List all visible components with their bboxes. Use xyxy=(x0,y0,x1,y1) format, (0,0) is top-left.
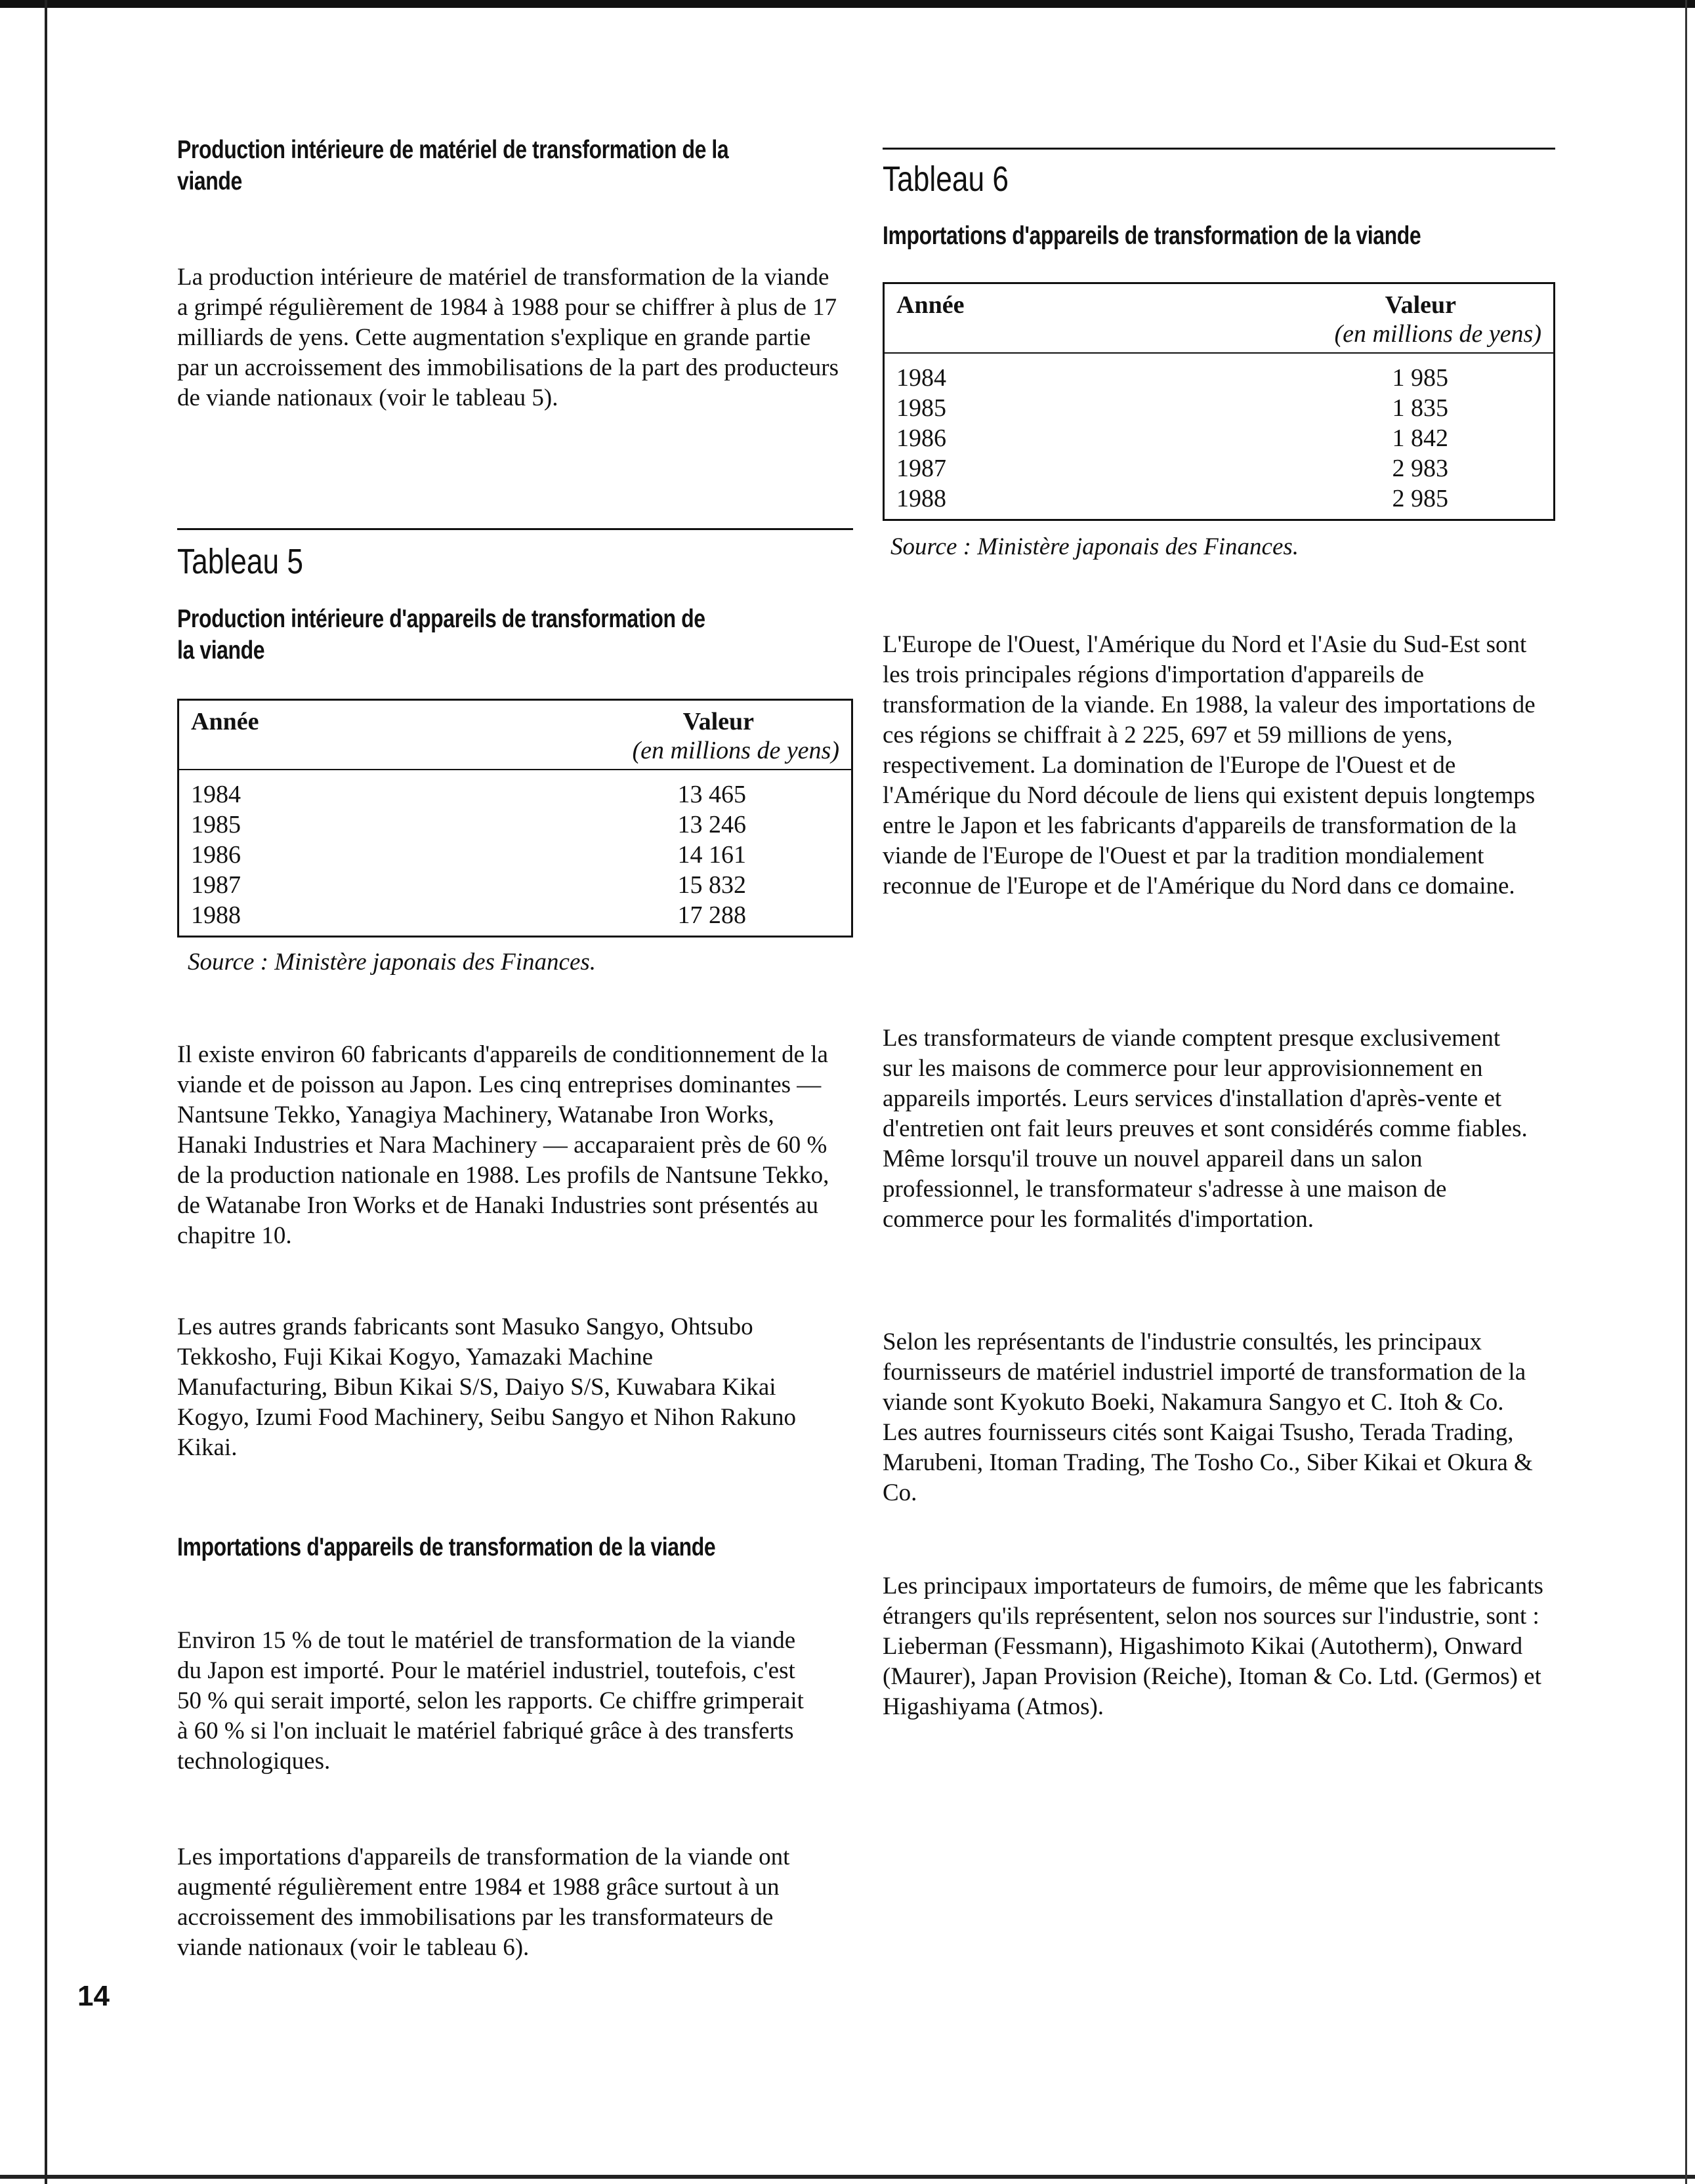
value-cell: 13 465 xyxy=(677,781,746,808)
table-row xyxy=(178,770,852,810)
paragraph-smokehouse-importers: Les principaux importateurs de fumoirs, de même que les fabricants étrangers qu'ils représentent, selon nos sources sur l'industrie, sont : Lieberman (Fessmann), Higashimoto Kikai (Autotherm), Onward (Maurer), Japan Provision (Reiche), Itoman & Co. Ltd. (Germos) et Higashiyama (Atmos). xyxy=(883,1573,1543,1720)
table-row xyxy=(178,900,852,937)
section-heading-imports: Importations d'appareils de transformation de la viande xyxy=(177,1533,716,1561)
year-cell: 1987 xyxy=(896,455,946,482)
table-row xyxy=(884,453,1555,484)
table6-col-value xyxy=(1075,283,1554,354)
value-cell: 1 835 xyxy=(1392,394,1448,422)
table-row xyxy=(884,393,1555,423)
table6-label: Tableau 6 xyxy=(883,159,1009,199)
scan-border-left xyxy=(45,0,47,2184)
year-cell: 1984 xyxy=(896,364,946,392)
table6-source: Source : Ministère japonais des Finances. xyxy=(890,533,1299,560)
paragraph-manufacturers: Il existe environ 60 fabricants d'appareils de conditionnement de la viande et de poisson au Japon. Les cinq entreprises dominantes — Nantsune Tekko, Yanagiya Machinery, Watanabe Iron Works, Hanaki Industries et Nara Machinery — accaparaient près de 60 % de la production nationale en 1988. Les profils de Nantsune Tekko, de Watanabe Iron Works et de Hanaki Industries sont présentés au chapitre 10. xyxy=(177,1041,829,1249)
page-number: 14 xyxy=(77,1980,110,2012)
scan-border-bottom xyxy=(0,2175,1695,2179)
year-cell: 1985 xyxy=(191,811,241,838)
table5-label: Tableau 5 xyxy=(177,542,304,581)
table5-wrapper xyxy=(177,699,853,937)
table-row xyxy=(178,870,852,900)
section-heading-production: Production intérieure de matériel de transformation de la viande xyxy=(177,136,729,196)
table5 xyxy=(177,699,853,937)
value-cell: 2 985 xyxy=(1392,485,1448,512)
year-cell: 1988 xyxy=(191,901,241,929)
table6-caption: Importations d'appareils de transformation de la viande xyxy=(883,222,1421,250)
year-cell: 1984 xyxy=(191,781,241,808)
table6-col-unit: (en millions de yens) xyxy=(1334,320,1541,348)
value-cell: 14 161 xyxy=(677,841,746,869)
year-cell: 1988 xyxy=(896,485,946,512)
paragraph-imports-share: Environ 15 % de tout le matériel de transformation de la viande du Japon est importé. Pour le matériel industriel, toutefois, c'est 50 % qui serait importé, selon les rapports. Ce chiffre grimperait à 60 % si l'on incluait le matériel fabriqué grâce à des transferts technologiques. xyxy=(177,1627,804,1775)
table6-col-value-label: Valeur xyxy=(1385,291,1456,319)
table6-wrapper xyxy=(883,282,1555,521)
year-cell: 1986 xyxy=(896,424,946,452)
value-cell: 1 985 xyxy=(1392,364,1448,392)
scan-border-right xyxy=(1685,0,1687,2184)
table-row xyxy=(884,353,1555,393)
paragraph-trading-houses: Les transformateurs de viande comptent presque exclusivement sur les maisons de commerce pour leur approvisionnement en appareils importés. Leurs services d'installation d'après-vente et d'entretien ont fait leurs preuves et sont considérés comme fiables. Même lorsqu'il trouve un nouvel appareil dans un salon professionnel, le transformateur s'adresse à une maison de commerce pour les formalités d'importation. xyxy=(883,1025,1528,1233)
table5-col-unit: (en millions de yens) xyxy=(632,737,839,764)
value-cell: 15 832 xyxy=(677,871,746,899)
table5-source: Source : Ministère japonais des Finances. xyxy=(188,949,596,976)
table5-caption: Production intérieure d'appareils de transformation de la viande xyxy=(177,605,705,665)
value-cell: 1 842 xyxy=(1392,424,1448,452)
table6-rule xyxy=(883,148,1555,150)
table-row xyxy=(884,423,1555,453)
value-cell: 17 288 xyxy=(677,901,746,929)
paragraph-imports-growth: Les importations d'appareils de transformation de la viande ont augmenté régulièrement entre 1984 et 1988 grâce surtout à un accroissement des immobilisations par les transformateurs de viande nationaux (voir le tableau 6). xyxy=(177,1844,790,1961)
year-cell: 1987 xyxy=(191,871,241,899)
table5-col-year: Année xyxy=(191,708,259,735)
paragraph-other-manufacturers: Les autres grands fabricants sont Masuko Sangyo, Ohtsubo Tekkosho, Fuji Kikai Kogyo, Yamazaki Machine Manufacturing, Bibun Kikai S/S, Daiyo S/S, Kuwabara Kikai Kogyo, Izumi Food Machinery, Seibu Sangyo et Nihon Rakuno Kikai. xyxy=(177,1313,797,1461)
table-row xyxy=(178,810,852,840)
table5-header-row xyxy=(178,700,852,770)
paragraph-production-intro: La production intérieure de matériel de transformation de la viande a grimpé régulièrement de 1984 à 1988 pour se chiffrer à plus de 17 milliards de yens. Cette augmentation s'explique en grande partie par un accroissement des immobilisations de la part des producteurs de viande nationaux (voir le tableau 5). xyxy=(177,264,839,411)
table-row xyxy=(884,484,1555,520)
table5-rule xyxy=(177,528,853,530)
year-cell: 1986 xyxy=(191,841,241,869)
value-cell: 2 983 xyxy=(1392,455,1448,482)
table5-col-value xyxy=(371,700,852,770)
table6-header-row xyxy=(884,283,1555,354)
table6-col-year: Année xyxy=(896,291,965,319)
table-row xyxy=(178,840,852,870)
paragraph-import-regions: L'Europe de l'Ouest, l'Amérique du Nord et l'Asie du Sud-Est sont les trois principales régions d'importation d'appareils de transformation de la viande. En 1988, la valeur des importations de ces régions se chiffrait à 2 225, 697 et 59 millions de yens, respectivement. La domination de l'Europe de l'Ouest et de l'Amérique du Nord découle de liens qui existent depuis longtemps entre le Japon et les fabricants d'appareils de transformation de la viande de l'Europe de l'Ouest et par la tradition mondialement reconnue de l'Europe et de l'Amérique du Nord dans ce domaine. xyxy=(883,631,1536,899)
value-cell: 13 246 xyxy=(677,811,746,838)
year-cell: 1985 xyxy=(896,394,946,422)
paragraph-suppliers: Selon les représentants de l'industrie consultés, les principaux fournisseurs de matériel industriel importé de transformation de la viande sont Kyokuto Boeki, Nakamura Sangyo et C. Itoh & Co. Les autres fournisseurs cités sont Kaigai Tsusho, Terada Trading, Marubeni, Itoman Trading, The Tosho Co., Siber Kikai et Okura & Co. xyxy=(883,1329,1533,1506)
scan-border-top xyxy=(0,0,1695,8)
table6 xyxy=(883,282,1555,521)
table5-col-value-label: Valeur xyxy=(682,708,754,735)
